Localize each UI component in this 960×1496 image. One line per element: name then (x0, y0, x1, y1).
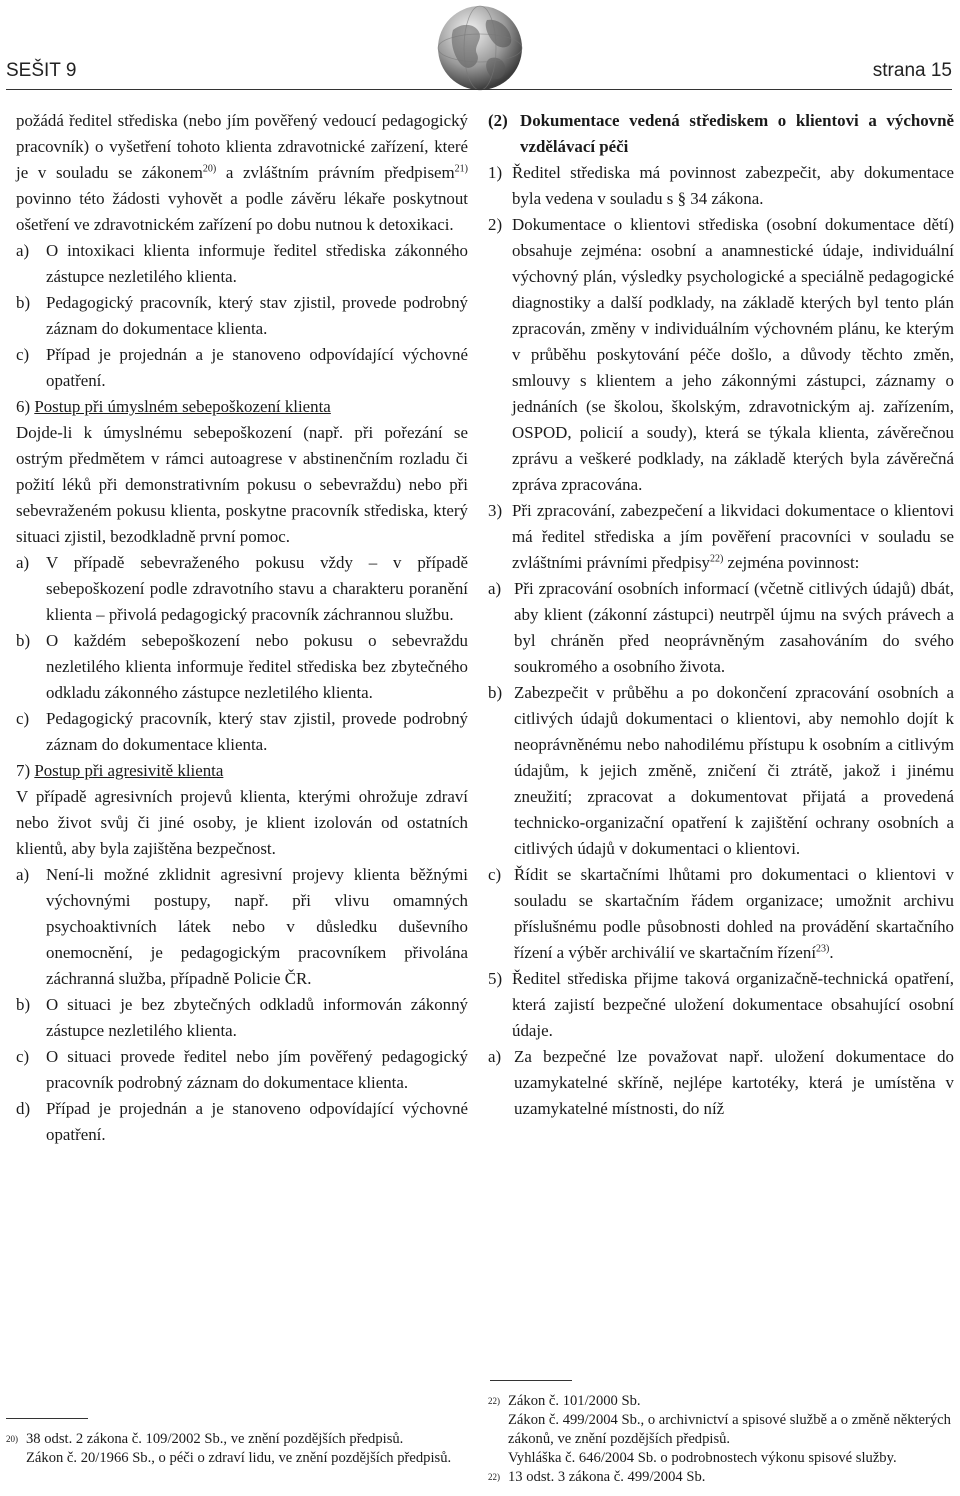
list-item: c) Řídit se skartačními lhůtami pro dokumentaci o klientovi v souladu se skartačním řádem organizace; umožnit archivu příslušnému podle působnosti dohled na provádění skartačního řízení a výběr archiválií ve skartačním řízení$^{23)}$. (488, 865, 954, 962)
list-item: d) Případ je projednán a je stanoveno odpovídající výchovné opatření. (16, 1099, 468, 1144)
footnote: Zákon č. 20/1966 Sb., o péči o zdraví lidu, ve znění pozdějších předpisů. (26, 1450, 452, 1466)
list-item: a) V případě sebevraženého pokusu vždy – v případě sebepoškození podle zdravotního stavu a charakteru poranění klienta – přivolá pedagogický pracovník záchrannou službu. (16, 553, 468, 624)
list-item: a) Při zpracování osobních informací (včetně citlivých údajů) dbát, aby klient (zákonní zástupci) neutrpěl újmu na svých právech a byl chráněn před neoprávněným zasahováním do svého soukromého a osobního života. (488, 579, 954, 676)
numbered-paragraph: 2) Dokumentace o klientovi střediska (osobní dokumentace dětí) obsahuje zejména: osobní a anamnestické údaje, individuální výchovný plán, výsledky psychologické a speciálně pedagogické diagnostiky a další podklady, na základě kterých byl tento plán zpracován, změny v individuálním výchovném plánu, ke kterým v průběhu poskytování péče došlo, a důvody těchto změn, smlouvy s klientem a jeho zákonnými zástupci, záznamy o jednáních (se školou, školským, zdravotnickým aj. zařízením, OSPOD, policií a soudy), která se týkala klienta, závěrečnou zprávu a veškeré podklady, na základě kterých byla závěrečná zpráva zpracována. (488, 215, 954, 494)
header-rule (6, 89, 952, 90)
list-item: b) O každém sebepoškození nebo pokusu o sebevraždu nezletilého klienta informuje ředitel střediska bez zbytečného odkladu zákonného zástupce nezletilého klienta. (16, 631, 468, 702)
footnotes-left (6, 1430, 472, 1468)
list-item: a) Není-li možné zklidnit agresivní projevy klienta běžnými výchovnými postupy, např. při vlivu omamných psychoaktivních látek nebo v důsledku duševního onemocnění, je pedagogickým pracovníkem přivolána záchranná služba, případně Policie ČR. (16, 865, 468, 988)
list-item: b) O situaci je bez zbytečných odkladů informován zákonný zástupce nezletilého klienta. (16, 995, 468, 1040)
header-issue: SEŠIT 9 (6, 60, 77, 81)
left-column (16, 108, 468, 1148)
list-item: c) Případ je projednán a je stanoveno odpovídající výchovné opatření. (16, 345, 468, 390)
numbered-paragraph: 5) Ředitel střediska přijme taková organizačně-technická opatření, která zajistí bezpečné uložení dokumentace obsahující osobní údaje. (488, 969, 954, 1040)
globe-icon (435, 2, 525, 94)
right-column (488, 108, 954, 1122)
section-6-title: 6) Postup při úmyslném sebepoškození klienta (16, 397, 331, 416)
list-item: c) Pedagogický pracovník, který stav zjistil, provede podrobný záznam do dokumentace klienta. (16, 709, 468, 754)
footnote-rule-right (490, 1380, 572, 1381)
footnote: 20) 38 odst. 2 zákona č. 109/2002 Sb., ve znění pozdějších předpisů. (6, 1431, 404, 1447)
list-item: a) O intoxikaci klienta informuje ředitel střediska zákonného zástupce nezletilého klienta. (16, 241, 468, 286)
footnote: 22) Zákon č. 101/2000 Sb. Zákon č. 499/2004 Sb., o archivnictví a spisové službě a o změně některých zákonů, ve znění pozdějších předpisů. Vyhláška č. 646/2004 Sb. o podrobnostech výkonu spisové služby. (488, 1393, 951, 1466)
section-7-body: V případě agresivních projevů klienta, kterými ohrožuje zdraví nebo život svůj či jiné osoby, je klient izolován od ostatních klientů, aby byla zajištěna bezpečnost. (16, 787, 468, 858)
list-item: b) Pedagogický pracovník, který stav zjistil, provede podrobný záznam do dokumentace klienta. (16, 293, 468, 338)
numbered-paragraph: 3) Při zpracování, zabezpečení a likvidaci dokumentace o klientovi má ředitel střediska a jím pověření pracovníci v souladu se zvláštními právními předpisy$^{22)}$ zejména povinnost: (488, 501, 954, 572)
numbered-paragraph: 1) Ředitel střediska má povinnost zabezpečit, aby dokumentace byla vedena v souladu s § 34 zákona. (488, 163, 954, 208)
list-item: b) Zabezpečit v průběhu a po dokončení zpracování osobních a citlivých údajů dokumentaci o klientovi, aby nemohlo dojít k neoprávněnému nebo nahodilému přístupu k osobním a citlivým údajům, k jejich změně, zničení či ztrátě, jakož i jinému zneužití; zpracovat a dokumentovat přijatá a provedená technicko-organizační opatření k zajištění ochrany osobních a citlivých údajů v dokumentaci o klientovi. (488, 683, 954, 858)
footnote: 22) 13 odst. 3 zákona č. 499/2004 Sb. (488, 1469, 706, 1485)
footnote-rule-left (6, 1418, 88, 1419)
footnotes-right (488, 1392, 954, 1487)
list-item: a) Za bezpečné lze považovat např. uložení dokumentace do uzamykatelné skříně, nejlépe kartotéky, která je umístěna v uzamykatelné místnosti, do níž (488, 1047, 954, 1118)
section-6-body: Dojde-li k úmyslnému sebepoškození (např. při pořezání se ostrým předmětem v rámci autoagrese v abstinenčním rozladu či požití léků při demonstrativním pokusu o sebevraždu) nebo při sebevraženém pokusu klienta, poskytne pracovník střediska, který situaci zjistil, bezodkladně první pomoc. (16, 423, 468, 546)
page-header (0, 0, 960, 96)
list-item: c) O situaci provede ředitel nebo jím pověřený pedagogický pracovník podrobný záznam do dokumentace klienta. (16, 1047, 468, 1092)
section-7-title: 7) Postup při agresivitě klienta (16, 761, 224, 780)
intro-paragraph: požádá ředitel střediska (nebo jím pověřený vedoucí pedagogický pracovník) o vyšetření tohoto klienta zdravotnické zařízení, které je v souladu se zákonem$^{20)}$ a zvláštním právním předpisem$^{21)}$ povinno této žádosti vyhovět a podle závěru lékaře poskytnout ošetření ve zdravotnickém zařízení po dobu nutnou k detoxikaci. (16, 111, 468, 234)
section-heading: (2) Dokumentace vedená střediskem o klientovi a výchovně vzdělávací péči (488, 111, 954, 156)
header-page-number: strana 15 (872, 60, 952, 81)
